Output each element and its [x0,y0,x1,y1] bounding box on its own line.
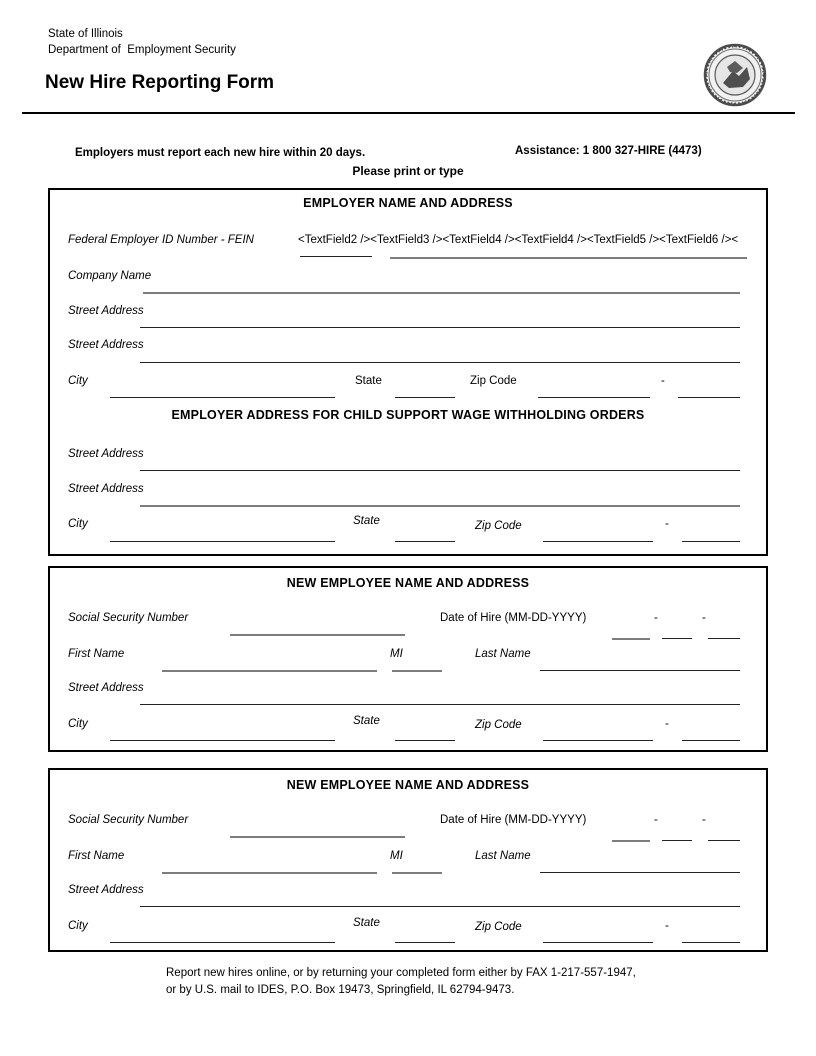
employee1-street-address-input[interactable] [140,704,740,705]
employee2-zip4-input[interactable] [682,942,740,943]
employer-street-address-1-label: Street Address [68,305,144,317]
employee2-street-address-label: Street Address [68,884,144,896]
employee1-last-name-label: Last Name [475,648,531,660]
employee2-state-input[interactable] [395,942,455,943]
footer-line2: or by U.S. mail to IDES, P.O. Box 19473, Springfield, IL 62794-9473. [166,984,515,996]
employer-zip-input[interactable] [538,397,650,398]
employee1-city-label: City [68,718,88,730]
employer-zip-label: Zip Code [470,375,517,387]
employer-street-address-2-input[interactable] [140,362,740,363]
cs-street-address-2-label: Street Address [68,483,144,495]
cs-zip-label: Zip Code [475,520,522,532]
cs-street-address-1-input[interactable] [140,470,740,471]
employee2-date-separator-1: - [654,814,658,826]
deadline-notice: Employers must report each new hire within 20 days. [75,147,366,159]
employee1-date-separator-2: - [702,612,706,624]
employee1-zip-separator: - [665,718,669,730]
employee1-street-address-label: Street Address [68,682,144,694]
company-name-label: Company Name [68,270,152,282]
employee2-hire-month-input[interactable] [612,840,650,842]
employee2-ssn-input[interactable] [230,836,405,838]
company-name-input[interactable] [143,292,740,294]
employer-state-label: State [355,375,382,387]
employer-zip-separator: - [661,375,665,387]
header-divider [22,112,795,114]
agency-name [48,26,236,58]
cs-city-input[interactable] [110,541,335,542]
employee2-zip-separator: - [665,920,669,932]
employee1-first-name-label: First Name [68,648,125,660]
employee2-state-label: State [353,917,380,929]
employee-section-1 [48,566,768,752]
fein-input-line-2[interactable] [390,257,747,259]
employee2-mi-input[interactable] [392,872,442,874]
employee1-mi-input[interactable] [392,670,442,672]
employee1-zip-input[interactable] [543,740,653,741]
employee1-date-separator-1: - [654,612,658,624]
employee1-date-of-hire-label: Date of Hire (MM-DD-YYYY) [440,612,587,624]
employee2-hire-day-input[interactable] [662,840,692,841]
employee2-city-input[interactable] [110,942,335,943]
employer-street-address-2-label: Street Address [68,339,144,351]
employer-street-address-1-input[interactable] [140,327,740,328]
employee2-city-label: City [68,920,88,932]
employee2-date-separator-2: - [702,814,706,826]
fein-label: Federal Employer ID Number - FEIN [68,234,254,246]
cs-zip4-input[interactable] [682,541,740,542]
employer-city-label: City [68,375,88,387]
cs-street-address-1-label: Street Address [68,448,144,460]
employee1-city-input[interactable] [110,740,335,741]
employee2-date-of-hire-label: Date of Hire (MM-DD-YYYY) [440,814,587,826]
assistance-phone: Assistance: 1 800 327-HIRE (4473) [515,145,702,157]
cs-state-input[interactable] [395,541,455,542]
employee2-last-name-input[interactable] [540,872,740,873]
employee1-mi-label: MI [390,648,403,660]
employee1-first-name-input[interactable] [162,670,377,672]
cs-zip-separator: - [665,518,669,530]
employee1-state-input[interactable] [395,740,455,741]
fein-input-line-1[interactable] [300,256,372,257]
cs-city-label: City [68,518,88,530]
employee1-last-name-input[interactable] [540,670,740,671]
page-title: New Hire Reporting Form [45,72,275,93]
employer-state-input[interactable] [395,397,455,398]
illinois-state-seal-icon [703,43,767,107]
employee2-ssn-label: Social Security Number [68,814,189,826]
employee2-zip-label: Zip Code [475,921,522,933]
agency-line1: State of Illinois [48,28,123,40]
employer-city-input[interactable] [110,397,335,398]
employee2-first-name-input[interactable] [162,872,377,874]
employee2-mi-label: MI [390,850,403,862]
child-support-section-title: EMPLOYER ADDRESS FOR CHILD SUPPORT WAGE WITHHOLDING ORDERS [171,408,645,422]
fein-field-artifact-text: <TextField2 /><TextField3 /><TextField4 /><TextField4 /><TextField5 /><TextField6 />< [298,234,739,246]
agency-line2: Department of Employment Security [48,44,236,56]
employee1-ssn-label: Social Security Number [68,612,189,624]
employee1-hire-year-input[interactable] [708,638,740,639]
employee1-section-title: NEW EMPLOYEE NAME AND ADDRESS [286,576,530,590]
employee2-first-name-label: First Name [68,850,125,862]
employee1-zip-label: Zip Code [475,719,522,731]
employee2-street-address-input[interactable] [140,906,740,907]
employee1-ssn-input[interactable] [230,634,405,636]
footer-line1: Report new hires online, or by returning your completed form either by FAX 1-217-557-1947, [166,967,636,979]
cs-zip-input[interactable] [543,541,653,542]
employee-section-2 [48,768,768,952]
employee2-section-title: NEW EMPLOYEE NAME AND ADDRESS [286,778,530,792]
employee1-hire-day-input[interactable] [662,638,692,639]
footer-instructions [166,965,636,999]
cs-street-address-2-input[interactable] [140,505,740,507]
cs-state-label: State [353,515,380,527]
employee2-last-name-label: Last Name [475,850,531,862]
employee2-zip-input[interactable] [543,942,653,943]
employee1-state-label: State [353,715,380,727]
employer-section-title: EMPLOYER NAME AND ADDRESS [303,196,513,210]
employer-zip4-input[interactable] [678,397,740,398]
employee2-hire-year-input[interactable] [708,840,740,841]
employee1-hire-month-input[interactable] [612,638,650,640]
print-or-type-notice: Please print or type [352,164,464,178]
employer-section [48,188,768,556]
employee1-zip4-input[interactable] [682,740,740,741]
